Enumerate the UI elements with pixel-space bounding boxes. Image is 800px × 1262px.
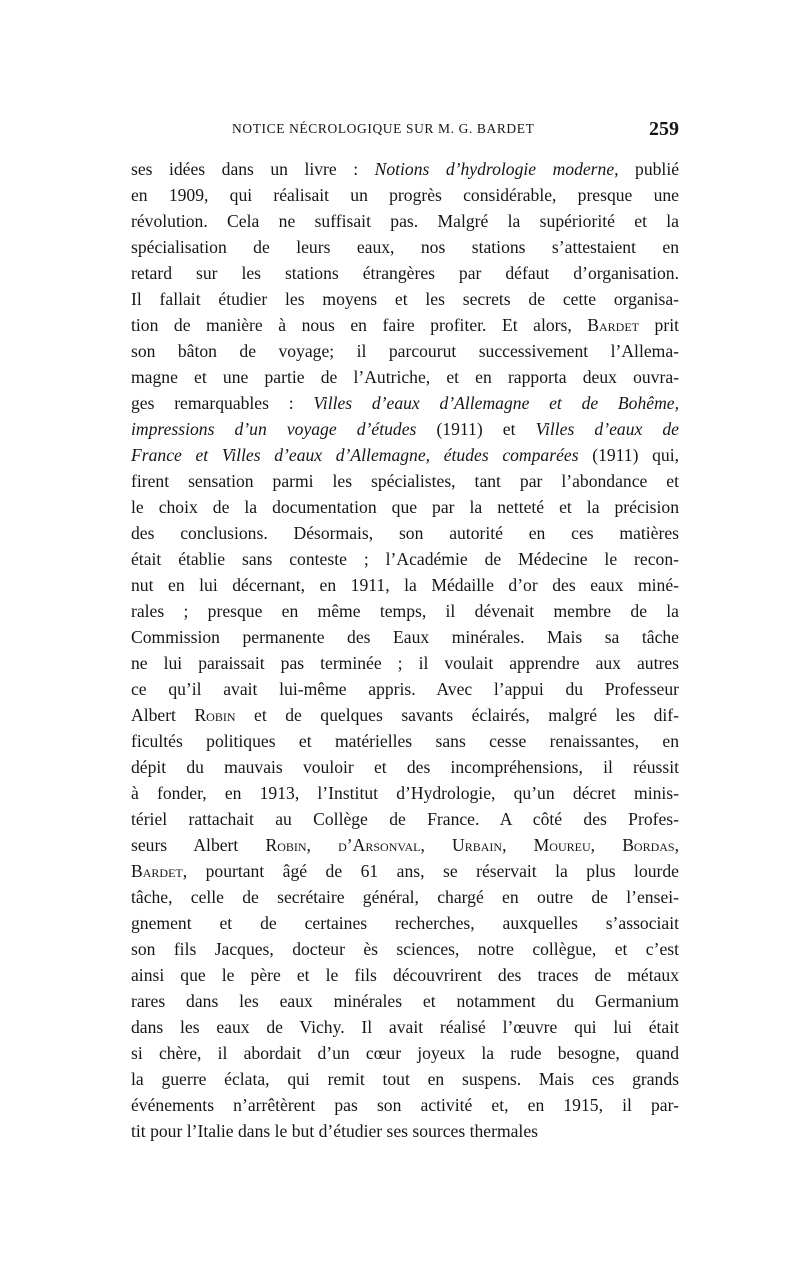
text-line (131, 1066, 679, 1092)
text-line (131, 806, 679, 832)
text-line (131, 572, 679, 598)
text-run: prit (639, 315, 679, 335)
text-line (131, 962, 679, 988)
page-number: 259 (649, 118, 679, 140)
text-run: magne et une partie de l’Autriche, et en rapporta deux ouvra- (131, 367, 679, 387)
italic-title: Notions d’hydrologie moderne, (374, 159, 619, 179)
text-line (131, 832, 679, 858)
text-run: dépit du mauvais vouloir et des incompréhensions, il réussit (131, 757, 679, 777)
text-line (131, 1040, 679, 1066)
text-run: spécialisation de leurs eaux, nos stations s’attestaient en (131, 237, 679, 257)
text-line (131, 702, 679, 728)
text-run: ficultés politiques et matérielles sans cesse renaissantes, en (131, 731, 679, 751)
text-line (131, 1118, 679, 1144)
text-line (131, 338, 679, 364)
text-run: la guerre éclata, qui remit tout en suspens. Mais ces grands (131, 1069, 679, 1089)
text-line (131, 988, 679, 1014)
running-head (131, 118, 679, 142)
text-line (131, 364, 679, 390)
text-line (131, 442, 679, 468)
text-run: si chère, il abordait d’un cœur joyeux la rude besogne, quand (131, 1043, 679, 1063)
text-line (131, 858, 679, 884)
text-run: des conclusions. Désormais, son autorité en ces matières (131, 523, 679, 543)
text-run: Il fallait étudier les moyens et les secrets de cette organisa- (131, 289, 679, 309)
text-line (131, 624, 679, 650)
text-line (131, 1092, 679, 1118)
text-run: (1911) qui, (578, 445, 679, 465)
italic-title: France et Villes d’eaux d’Allemagne, études comparées (131, 445, 579, 465)
text-run: rares dans les eaux minérales et notamment du Germanium (131, 991, 679, 1011)
text-run: son fils Jacques, docteur ès sciences, notre collègue, et c’est (131, 939, 679, 959)
text-run: (1911) et (416, 419, 536, 439)
small-caps-name: Robin, d’Arsonval, Urbain, Moureu, Bordas, (265, 835, 680, 855)
text-run: ainsi que le père et le fils découvrirent des traces de métaux (131, 965, 679, 985)
text-line (131, 754, 679, 780)
text-run: pourtant âgé de 61 ans, se réservait la plus lourde (187, 861, 679, 881)
text-run: seurs Albert (131, 835, 266, 855)
text-run: tâche, celle de secrétaire général, chargé en outre de l’ensei- (131, 887, 679, 907)
text-line (131, 1014, 679, 1040)
italic-title: impressions d’un voyage d’études (131, 419, 417, 439)
text-line (131, 156, 679, 182)
text-line (131, 936, 679, 962)
small-caps-name: Bardet, (131, 861, 188, 881)
text-run: rales ; presque en même temps, il dévenait membre de la (131, 601, 679, 621)
text-run: révolution. Cela ne suffisait pas. Malgré la supériorité et la (131, 211, 679, 231)
text-line (131, 650, 679, 676)
text-run: publié (618, 159, 680, 179)
text-line (131, 494, 679, 520)
text-run: Commission permanente des Eaux minérales. Mais sa tâche (131, 627, 679, 647)
text-run: Albert (131, 705, 195, 725)
text-run: ce qu’il avait lui-même appris. Avec l’appui du Professeur (131, 679, 679, 699)
text-line (131, 468, 679, 494)
text-run: en 1909, qui réalisait un progrès considérable, presque une (131, 185, 679, 205)
text-line (131, 208, 679, 234)
italic-title: Villes d’eaux d’Allemagne et de Bohême, (313, 393, 679, 413)
text-line (131, 910, 679, 936)
text-run: ges remarquables : (131, 393, 314, 413)
text-run: gnement et de certaines recherches, auxquelles s’associait (131, 913, 679, 933)
text-line (131, 260, 679, 286)
running-title: NOTICE NÉCROLOGIQUE SUR M. G. BARDET (232, 121, 535, 136)
text-line (131, 312, 679, 338)
text-run: événements n’arrêtèrent pas son activité et, en 1915, il par- (131, 1095, 679, 1115)
text-line (131, 546, 679, 572)
small-caps-name: Robin (194, 705, 236, 725)
text-run: le choix de la documentation que par la netteté et la précision (131, 497, 679, 517)
text-line (131, 416, 679, 442)
text-run: firent sensation parmi les spécialistes, tant par l’abondance et (131, 471, 679, 491)
text-line (131, 520, 679, 546)
text-line (131, 728, 679, 754)
text-line (131, 598, 679, 624)
text-run: nut en lui décernant, en 1911, la Médaille d’or des eaux miné- (131, 575, 679, 595)
text-run: tit pour l’Italie dans le but d’étudier ses sources thermales (131, 1121, 538, 1141)
text-line (131, 390, 679, 416)
text-line (131, 780, 679, 806)
text-run: son bâton de voyage; il parcourut successivement l’Allema- (131, 341, 679, 361)
text-line (131, 234, 679, 260)
small-caps-name: Bardet (587, 315, 640, 335)
text-run: ne lui paraissait pas terminée ; il voulait apprendre aux autres (131, 653, 679, 673)
text-line (131, 676, 679, 702)
text-run: à fonder, en 1913, l’Institut d’Hydrologie, qu’un décret minis- (131, 783, 679, 803)
text-run: tion de manière à nous en faire profiter. Et alors, (131, 315, 588, 335)
text-run: était établie sans conteste ; l’Académie de Médecine le recon- (131, 549, 679, 569)
text-line (131, 884, 679, 910)
body-text (131, 156, 679, 1144)
text-run: retard sur les stations étrangères par défaut d’organisation. (131, 263, 679, 283)
text-line (131, 286, 679, 312)
text-run: et de quelques savants éclairés, malgré les dif- (235, 705, 679, 725)
text-run: ses idées dans un livre : (131, 159, 375, 179)
italic-title: Villes d’eaux de (535, 419, 679, 439)
text-run: tériel rattachait au Collège de France. A côté des Profes- (131, 809, 679, 829)
text-line (131, 182, 679, 208)
text-run: dans les eaux de Vichy. Il avait réalisé l’œuvre qui lui était (131, 1017, 679, 1037)
